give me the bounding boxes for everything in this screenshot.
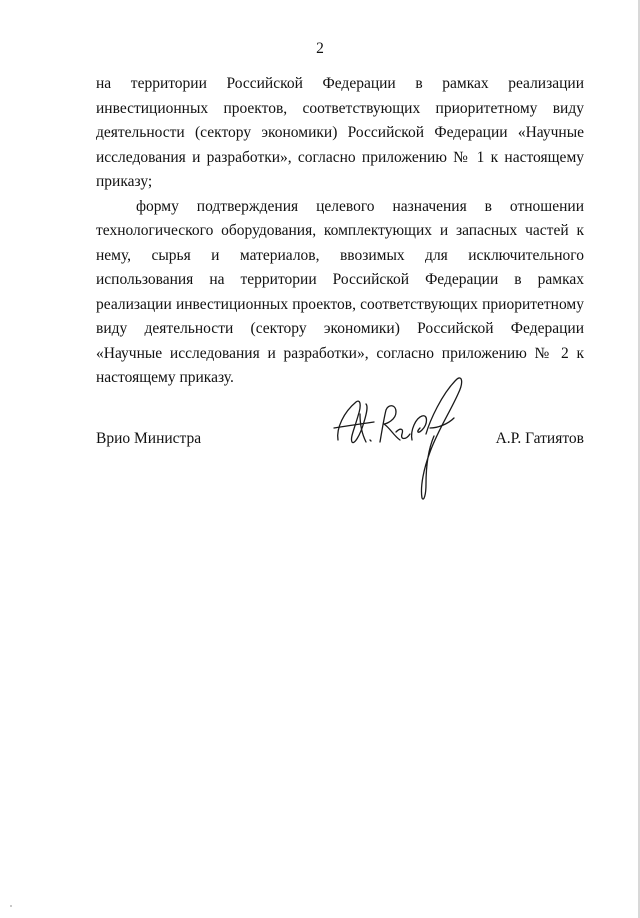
signatory-name: А.Р. Гатиятов [495, 430, 584, 447]
paragraph-form-confirmation: форму подтверждения целевого назначения в отношении технологического оборудования, комплектующих и запасных частей к нему, сырья и материалов, ввозимых для исключительного использования на территории Российской Федерации в рамках реализации инвестиционных проектов, соответствующих приоритетному виду деятельности (сектору экономики) Российской Федерации «Научные исследования и разработки», согласно приложению № 2 к настоящему приказу. [96, 197, 584, 386]
document-body [96, 72, 584, 391]
scan-speck [10, 905, 12, 907]
handwritten-signature [330, 372, 470, 504]
page-number: 2 [316, 40, 324, 57]
paragraph-continuation: на территории Российской Федерации в рамках реализации инвестиционных проектов, соответствующих приоритетному виду деятельности (сектору экономики) Российской Федерации «Научные исследования и разработки», согласно приложению № 1 к настоящему приказу; [96, 75, 584, 190]
signatory-title: Врио Министра [96, 430, 202, 447]
